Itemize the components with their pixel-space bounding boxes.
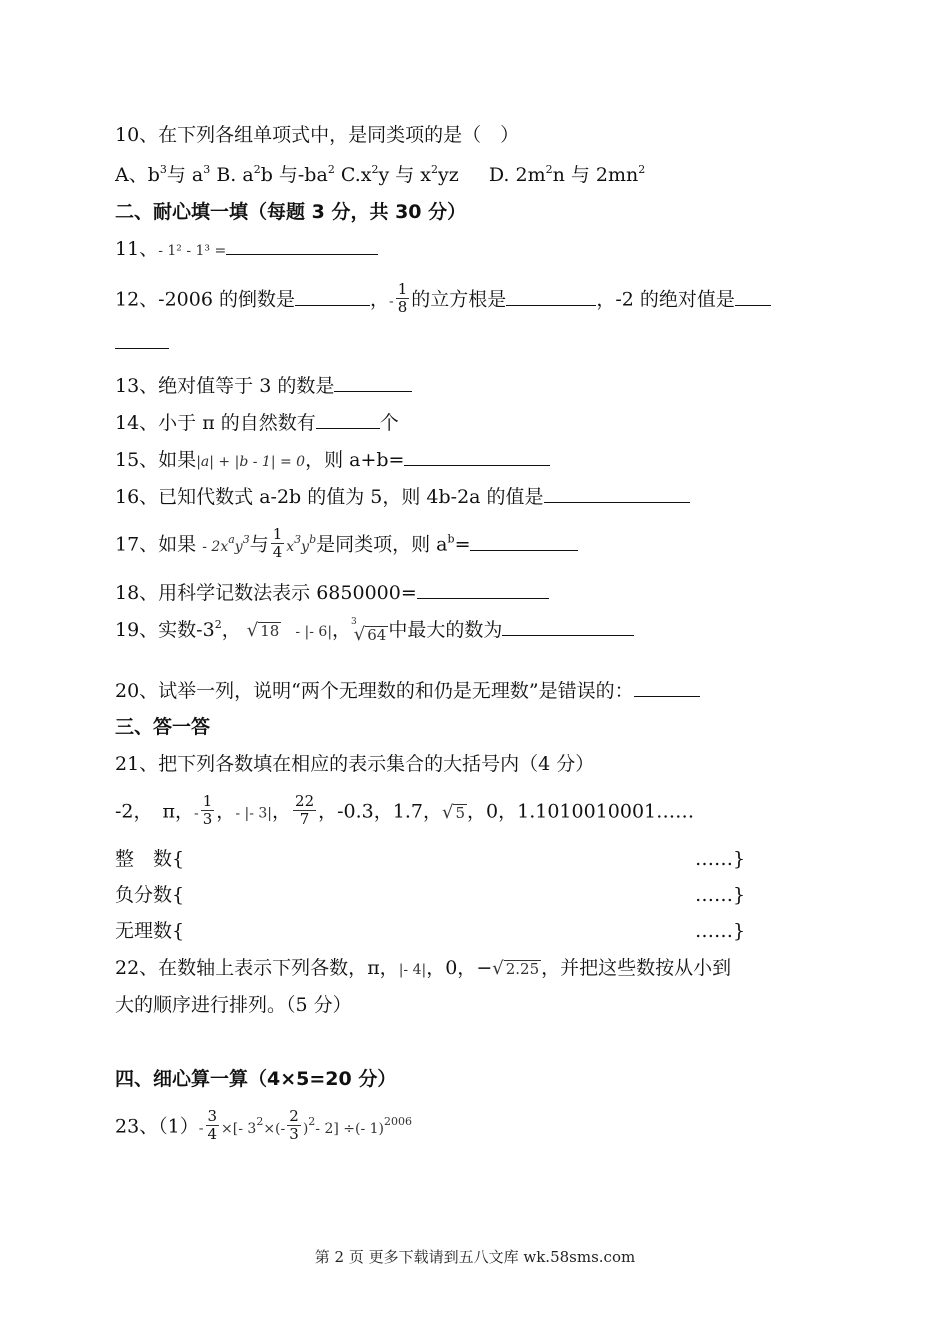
set-irrationals: 无理数{ (115, 920, 185, 942)
set-irrationals-end: ……} (695, 920, 746, 942)
question-17: 17、如果 - $2x^ay^3$与 $\frac{1}{4}$ $x^3y^b$是同类项，则 $a^b=$ (115, 528, 578, 563)
expression: )$^2$- 2] ÷(- 1)$^{2006}$ (302, 1114, 413, 1137)
option-a: A、$b^3$与 $a^3$ (115, 163, 211, 186)
section-2-heading: 二、耐心填一填（每题 3 分，共 30 分） (115, 201, 467, 223)
answer-blank[interactable] (502, 617, 634, 636)
answer-blank[interactable] (735, 287, 771, 306)
answer-blank[interactable] (295, 287, 370, 306)
option-b: B. $a^2b$ 与$-ba^2$ (216, 163, 335, 186)
page-footer: 第 2 页 更多下载请到五八文库 wk.58sms.com (314, 1248, 636, 1266)
fraction: $\frac{1}{3}$ (202, 792, 213, 828)
fraction: $\frac{1}{8}$ (397, 280, 408, 316)
answer-blank[interactable] (226, 236, 378, 255)
question-21: 21、把下列各数填在相应的表示集合的大括号内（4 分） (115, 753, 595, 775)
answer-blank[interactable] (470, 532, 578, 551)
sqrt-5: √ 5 (441, 801, 466, 823)
question-10: 10、在下列各组单项式中，是同类项的是（ ） (115, 124, 520, 146)
monomial-1: - $2x^ay^3$ (202, 532, 250, 555)
answer-blank[interactable] (115, 330, 169, 349)
question-12: 12、-2006 的倒数是 ，- $\frac{1}{8}$ 的立方根是 ，-2 的绝对值是 (115, 283, 771, 318)
set-integers-end: ……} (695, 848, 746, 870)
question-19: 19、实数$-3^2$， √ 18 - |- 6|， 3 √ 64 中最大的数为 (115, 617, 634, 645)
question-23: 23、（1）- $\frac{3}{4}$ ×[- $3^2\times(-$ $\frac{2}{3}$ )$^2$- 2] ÷(- 1)$^{2006}$ (115, 1107, 413, 1143)
monomial-2: $x^3y^b$ (286, 532, 317, 555)
question-21-numbers: -2， π，- $\frac{1}{3}$ ，- |- 3|， $\frac{22}{7}$ ，-0.3，1.7， √ 5 ，0，1.1010010001…… (115, 792, 695, 828)
answer-blank[interactable] (544, 484, 690, 503)
question-12-continued (115, 330, 169, 356)
question-11: 11、- 1² - 1³ = (115, 236, 378, 264)
option-d: D. $2m^2n$ 与 $2mn^2$ (488, 163, 646, 186)
set-integers: 整 数{ (115, 848, 185, 870)
question-22: 22、在数轴上表示下列各数，π，|- 4|，0，− √ 2.25 ，并把这些数按从小到 (115, 957, 732, 979)
question-10-options (115, 162, 645, 188)
fraction: $\frac{3}{4}$ (207, 1107, 218, 1143)
sqrt-18: √ 18 (246, 620, 280, 641)
question-15: 15、如果|a| + |b - 1| = 0，则 a+b= (115, 447, 550, 475)
fraction: $\frac{2}{3}$ (289, 1107, 299, 1143)
fraction: $\frac{22}{7}$ (295, 792, 315, 828)
expression: ×[- $3^2\times(-$ (221, 1114, 286, 1137)
question-13: 13、绝对值等于 3 的数是 (115, 373, 412, 399)
cube-root-64: 3 √ 64 (351, 617, 387, 645)
question-20: 20、试举一列，说明“两个无理数的和仍是无理数”是错误的： (115, 678, 700, 704)
section-3-heading: 三、答一答 (115, 716, 211, 738)
sqrt-2-25: √ 2.25 (492, 958, 540, 979)
option-c: $C.x^2y$ 与 $x^2yz$ (340, 163, 459, 186)
answer-blank[interactable] (334, 373, 412, 392)
set-negative-fractions-end: ……} (695, 884, 746, 906)
set-negative-fractions: 负分数{ (115, 884, 185, 906)
answer-blank[interactable] (506, 287, 596, 306)
question-18: 18、用科学记数法表示 6850000= (115, 580, 549, 606)
answer-blank[interactable] (316, 410, 380, 429)
question-14: 14、小于 π 的自然数有 个 (115, 412, 399, 434)
answer-blank[interactable] (404, 447, 550, 466)
answer-blank[interactable] (634, 678, 700, 697)
answer-blank[interactable] (417, 580, 549, 599)
section-4-heading: 四、细心算一算（4×5=20 分） (115, 1068, 397, 1090)
question-16: 16、已知代数式 a-2b 的值为 5，则 4b-2a 的值是 (115, 484, 690, 510)
fraction: $\frac{1}{4}$ (272, 525, 283, 561)
question-22-continued: 大的顺序进行排列。（5 分） (115, 994, 352, 1016)
